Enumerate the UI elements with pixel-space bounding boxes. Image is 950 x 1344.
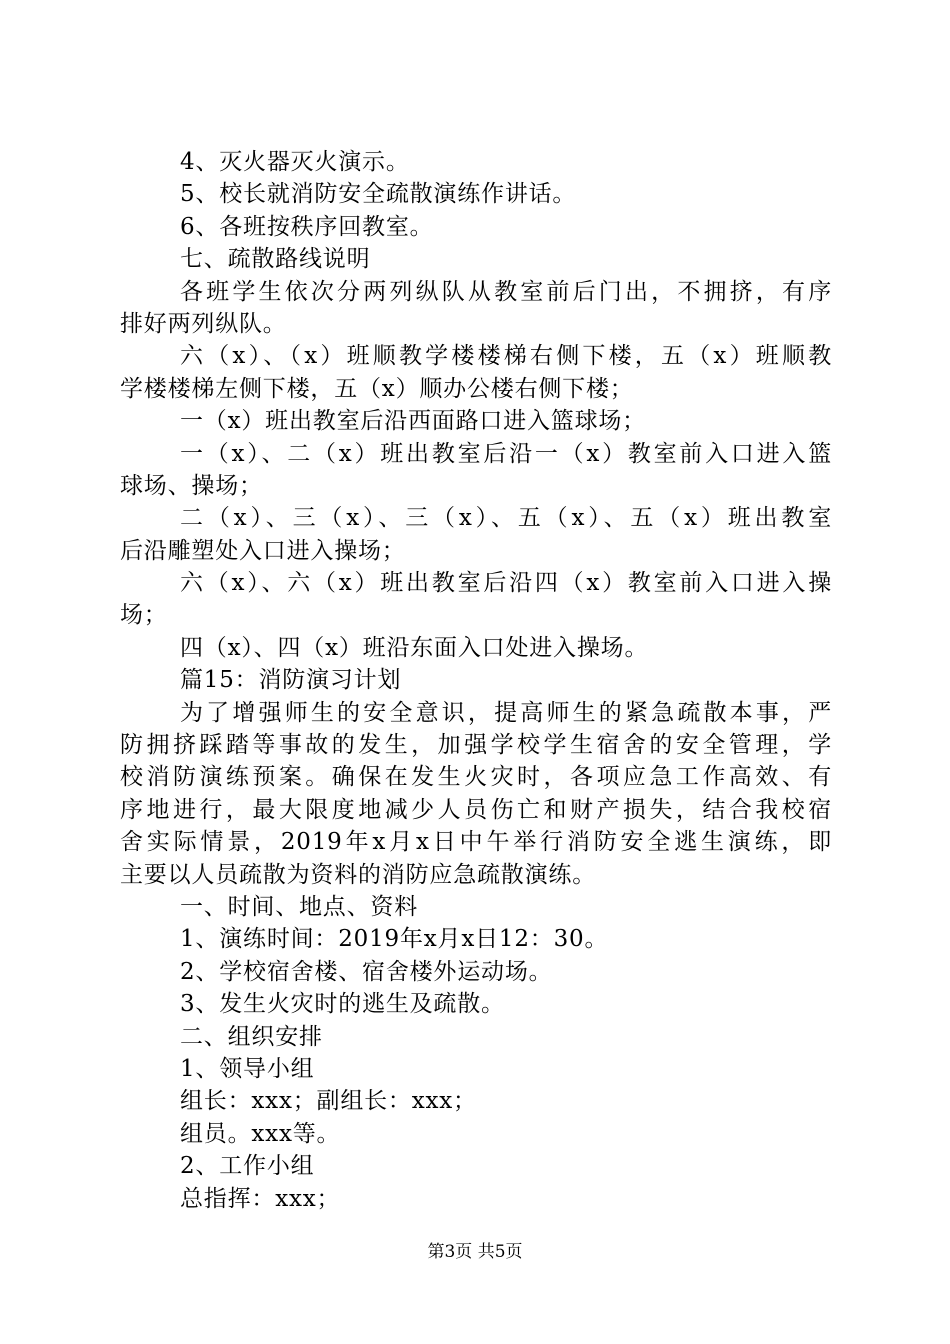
text-line: 篇15：消防演习计划	[180, 667, 402, 694]
text-line: 各班学生依次分两列纵队从教室前后门出，不拥挤，有序	[180, 278, 832, 305]
text-line: 学楼楼梯左侧下楼，五（x）顺办公楼右侧下楼；	[120, 375, 634, 402]
text-line: 校消防演练预案。确保在发生火灾时，各项应急工作高效、有	[120, 764, 832, 791]
text-line: 总指挥：xxx；	[180, 1185, 341, 1212]
text-line: 场；	[120, 602, 168, 629]
text-line: 后沿雕塑处入口进入操场；	[120, 537, 406, 564]
text-line: 5、校长就消防安全疏散演练作讲话。	[180, 181, 577, 208]
text-line: 排好两列纵队。	[120, 310, 287, 337]
text-line: 四（x）、四（x）班沿东面入口处进入操场。	[180, 634, 649, 661]
text-line: 舍实际情景，2019年x月x日中午举行消防安全逃生演练，即	[120, 829, 832, 856]
text-line: 一（x）、二（x）班出教室后沿一（x）教室前入口进入篮	[180, 440, 832, 467]
text-line: 二、组织安排	[180, 1023, 323, 1050]
text-line: 一、时间、地点、资料	[180, 893, 418, 920]
text-line: 为了增强师生的安全意识，提高师生的紧急疏散本事，严	[180, 699, 832, 726]
page-footer: 第3页 共5页	[427, 1242, 523, 1262]
text-line: 组长：xxx；副组长：xxx；	[180, 1088, 477, 1115]
text-line: 2、学校宿舍楼、宿舍楼外运动场。	[180, 958, 553, 985]
text-line: 4、灭火器灭火演示。	[180, 149, 410, 175]
text-line: 主要以人员疏散为资料的消防应急疏散演练。	[120, 861, 596, 888]
text-line: 六（x）、（x）班顺教学楼楼梯右侧下楼，五（x）班顺教	[180, 343, 832, 370]
text-line: 1、演练时间：2019年x月x日12：30。	[180, 926, 609, 953]
text-line: 六（x）、六（x）班出教室后沿四（x）教室前入口进入操	[180, 570, 832, 597]
text-line: 1、领导小组	[180, 1055, 315, 1082]
text-line: 防拥挤踩踏等事故的发生，加强学校学生宿舍的安全管理，学	[120, 732, 832, 759]
text-line: 七、疏散路线说明	[180, 246, 371, 273]
text-line: 一（x）班出教室后沿西面路口进入篮球场；	[180, 408, 646, 435]
text-line: 序地进行，最大限度地减少人员伤亡和财产损失，结合我校宿	[120, 796, 832, 823]
text-line: 2、工作小组	[180, 1153, 315, 1180]
text-line: 球场、操场；	[120, 472, 263, 499]
text-line: 组员。xxx等。	[180, 1120, 341, 1147]
text-line: 二（x）、三（x）、三（x）、五（x）、五（x）班出教室	[180, 505, 832, 532]
text-line: 3、发生火灾时的逃生及疏散。	[180, 991, 505, 1018]
text-line: 6、各班按秩序回教室。	[180, 213, 434, 240]
document-body	[120, 146, 832, 1215]
